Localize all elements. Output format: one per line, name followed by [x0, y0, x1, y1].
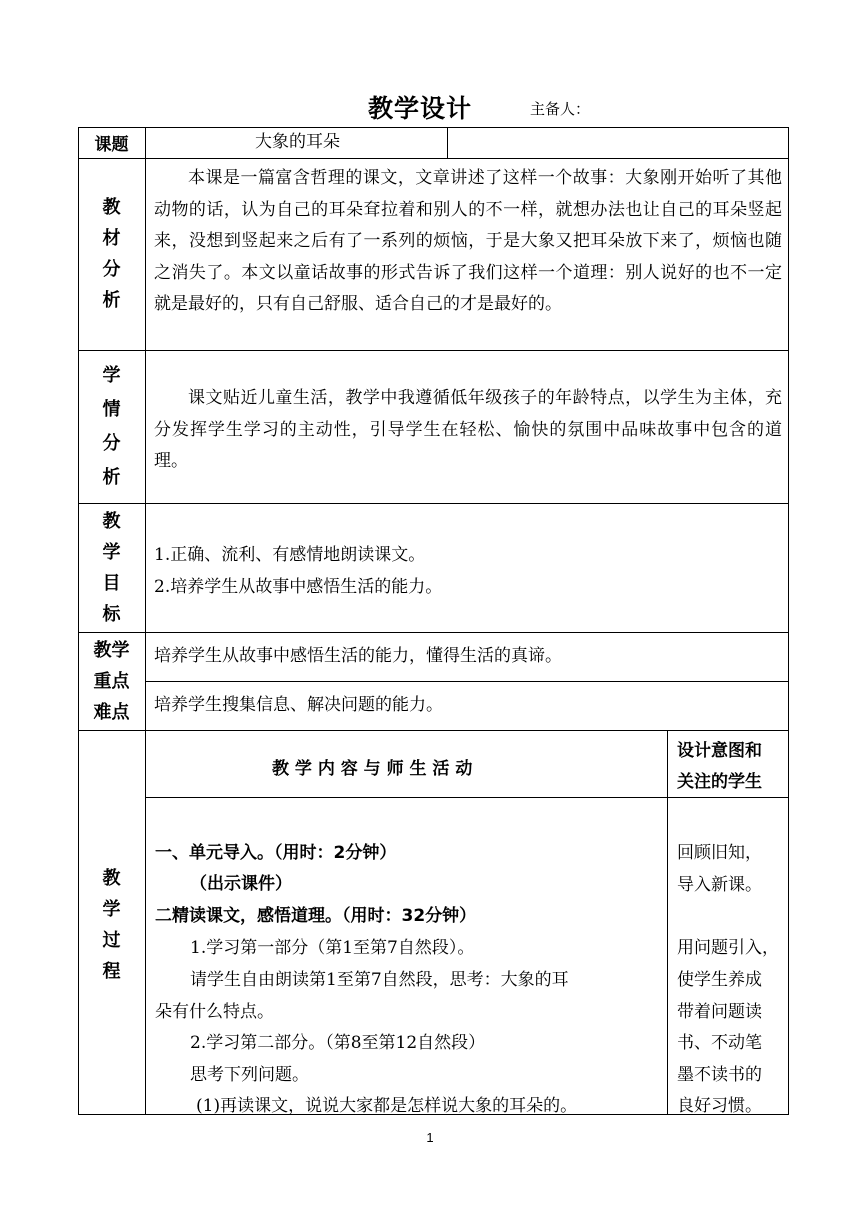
process-step: 一、单元导入。（用时：2分钟） [155, 843, 397, 863]
key-difficult-label: 教学 重点 难点 [93, 639, 130, 723]
difficult-point-text: 培养学生搜集信息、解决问题的能力。 [154, 695, 443, 715]
preparer-label: 主备人： [530, 100, 591, 118]
process-step: 请学生自由朗读第1至第7自然段，思考：大象的耳 [190, 970, 569, 990]
process-step: 二精读课文，感悟道理。（用时：32分钟） [155, 906, 477, 926]
key-point-text: 培养学生从故事中感悟生活的能力，懂得生活的真谛。 [154, 646, 562, 666]
intent-note: 墨不读书的 [677, 1065, 762, 1085]
row-divider [78, 158, 789, 159]
process-label: 教 学 过 程 [102, 868, 121, 982]
material-analysis-text: 本课是一篇富含哲理的课文，文章讲述了这样一个故事：大象刚开始听了其他动物的话，认为自己的耳朵耷拉着和别人的不一样，就想办法也让自己的耳朵竖起来，没想到竖起来之后有了一系列的烦恼，于是大象又把耳朵放下来了，烦恼也随之消失了。本文以童话故事的形式告诉了我们这样一个道理：别人说好的也不一定就是最好的，只有自己舒服、适合自己的才是最好的。 [154, 168, 782, 314]
process-step: 2.学习第二部分。（第8至第12自然段） [190, 1033, 486, 1053]
objective-item: 1.正确、流利、有感情地朗读课文。 [154, 545, 426, 565]
process-step: （出示课件） [190, 874, 292, 894]
intent-note: 良好习惯。 [677, 1096, 762, 1116]
content-column-header: 教 学 内 容 与 师 生 活 动 [272, 759, 473, 779]
column-divider [447, 127, 448, 158]
intent-note: 导入新课。 [677, 875, 762, 895]
page-number: 1 [426, 1130, 434, 1145]
objective-item: 2.培养学生从故事中感悟生活的能力。 [154, 577, 443, 597]
objectives-label: 教 学 目 标 [102, 510, 121, 625]
intent-column-header: 设计意图和 关注的学生 [677, 741, 762, 792]
intent-note: 带着问题读 [677, 1002, 762, 1022]
process-step: 思考下列问题。 [190, 1065, 309, 1085]
intent-note: 使学生养成 [677, 970, 762, 990]
intent-note: 回顾旧知， [677, 843, 762, 863]
row-divider [78, 350, 789, 351]
topic-value: 大象的耳朵 [255, 132, 340, 152]
student-analysis-text: 课文贴近儿童生活，教学中我遵循低年级孩子的年龄特点，以学生为主体，充分发挥学生学习的主动性，引导学生在轻松、愉快的氛围中品味故事中包含的道理。 [154, 388, 782, 471]
student-analysis-label: 学 情 分 析 [102, 364, 121, 488]
row-divider [78, 632, 789, 633]
row-divider [78, 503, 789, 504]
column-divider [667, 730, 668, 1115]
column-divider [145, 127, 146, 1115]
intent-note: 用问题引入， [677, 938, 779, 958]
row-divider [145, 681, 789, 682]
material-analysis-label: 教 材 分 析 [102, 197, 121, 311]
process-step: 朵有什么特点。 [155, 1002, 274, 1022]
process-step: (1)再读课文，说说大家都是怎样说大象的耳朵的。 [196, 1096, 578, 1116]
intent-note: 书、不动笔 [677, 1033, 762, 1053]
page-title: 教学设计 [368, 94, 473, 123]
process-step: 1.学习第一部分（第1至第7自然段）。 [190, 938, 475, 958]
topic-label: 课题 [94, 135, 129, 155]
row-divider [78, 730, 789, 731]
